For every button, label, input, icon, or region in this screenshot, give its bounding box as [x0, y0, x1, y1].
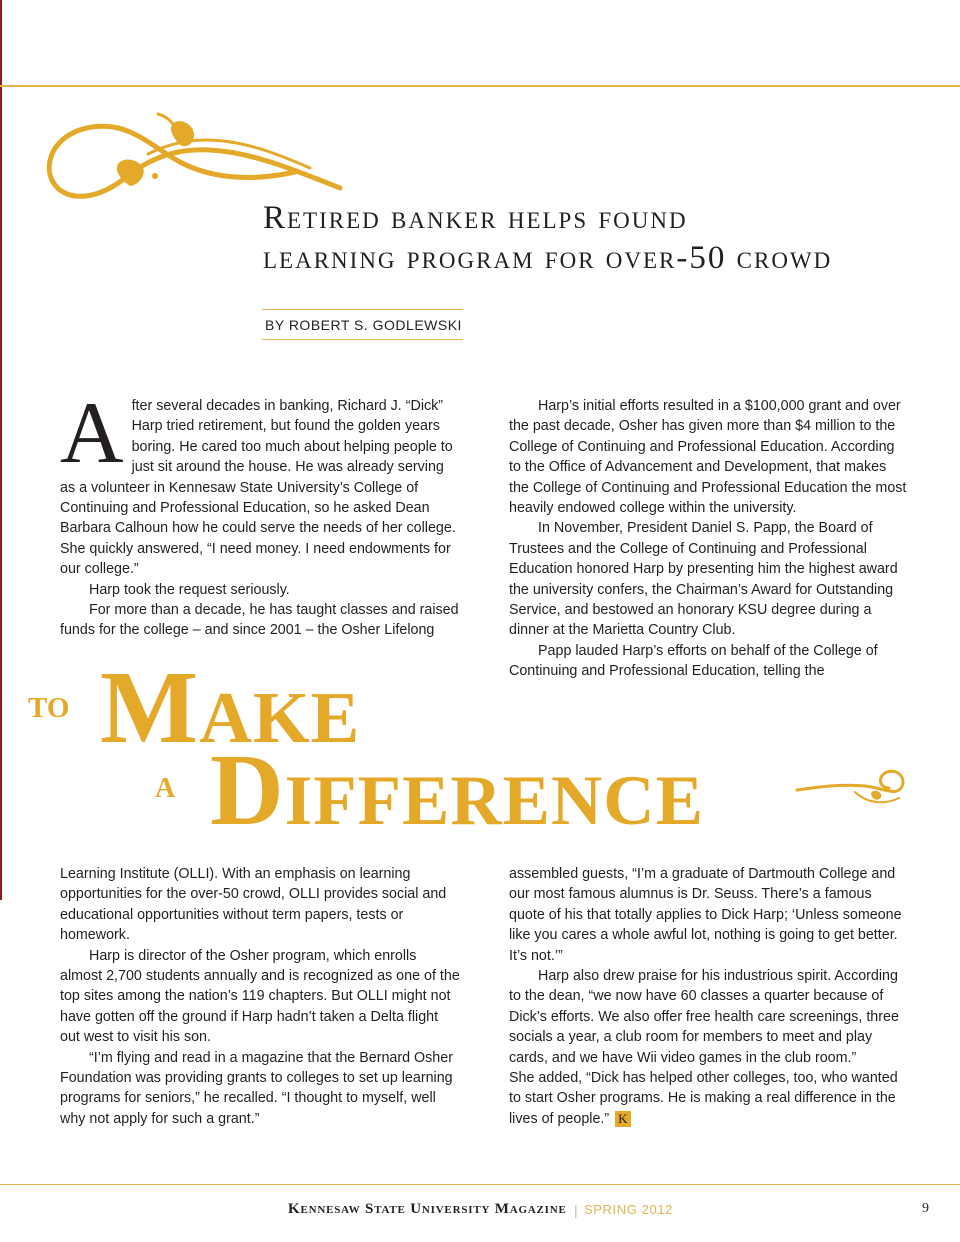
column-3	[60, 864, 460, 1129]
paragraph: Papp lauded Harp’s efforts on behalf of the College of Continuing and Professional Education, telling the	[509, 642, 878, 680]
title-line-1: Retired banker helps found	[263, 200, 688, 236]
paragraph: assembled guests, “I’m a graduate of Dartmouth College and our most famous alumnus is Dr. Seuss. There’s a famous quote of his that totally applies to Dick Harp; ‘Unless someone like you cares a whole awful lot, nothing is going to get better. It’s not.’”	[509, 866, 902, 964]
column-4	[509, 864, 909, 1129]
end-mark: K	[615, 1111, 630, 1127]
page-number: 9	[922, 1201, 929, 1216]
byline	[262, 309, 463, 340]
issue-label: SPRING 2012	[584, 1202, 673, 1217]
headline-to: to	[28, 681, 70, 727]
headline-a: a	[155, 761, 176, 806]
swirl-tail-ornament-icon	[795, 758, 915, 813]
drop-cap: A	[60, 385, 124, 482]
article-title	[263, 198, 832, 278]
paragraph: fter several decades in banking, Richard J. “Dick” Harp tried retirement, but found the golden years boring. He cared too much about helping people to just sit around the house. He was already serving as a volunteer in Kennesaw State University’s College of Continuing and Professional Education, so he asked Dean Barbara Calhoun how he could serve the needs of her college. She quickly answered, “I need money. I need endowments for our college.”	[60, 398, 456, 578]
publication-name: Kennesaw State University Magazine	[288, 1201, 567, 1217]
paragraph: In November, President Daniel S. Papp, the Board of Trustees and the College of Continuing and Professional Education honored Harp by presenting him the highest award the university confers, the Chairman’s Award for Outstanding Service, and bestowed an honorary KSU degree during a dinner at the Marietta Country Club.	[509, 520, 898, 639]
footer-separator: |	[574, 1202, 578, 1218]
paragraph: “I’m flying and read in a magazine that the Bernard Osher Foundation was providing grants to colleges to set up learning programs for seniors,” he recalled. “I thought to myself, well why not apply for such a grant.”	[60, 1049, 453, 1127]
left-page-edge	[0, 0, 2, 900]
column-1	[60, 385, 460, 641]
paragraph: Harp also drew praise for his industrious spirit. According to the dean, “we now have 60 classes a quarter because of Dick’s efforts. We also offer free health care screenings, three socials a year, a club room for members to meet and play cards, and we have Wii video games in the club room.”	[509, 968, 899, 1066]
title-line-2: learning program for over-50 crowd	[263, 240, 833, 276]
paragraph: She added, “Dick has helped other colleges, too, who wanted to start Osher programs. He is making a real difference in the lives of people.”	[509, 1070, 898, 1127]
headline-make: Make	[100, 650, 361, 765]
bottom-rule	[0, 1184, 960, 1185]
column-2	[509, 396, 909, 682]
paragraph: For more than a decade, he has taught classes and raised funds for the college – and since 2001 – the Osher Lifelong	[60, 602, 459, 639]
paragraph: Harp took the request seriously.	[89, 581, 290, 598]
paragraph: Harp is director of the Osher program, which enrolls almost 2,700 students annually and is recognized as one of the top sites among the nation’s 119 chapters. But OLLI might not have gotten off the ground if Harp hadn’t taken a Delta flight out west to visit his son.	[60, 947, 460, 1046]
byline-text: BY ROBERT S. GODLEWSKI	[265, 317, 462, 333]
paragraph: Learning Institute (OLLI). With an emphasis on learning opportunities for the over-50 crowd, OLLI provides social and educational opportunities without term papers, tests or homework.	[60, 866, 447, 944]
top-rule	[0, 85, 960, 87]
headline-difference: Difference	[210, 734, 704, 847]
paragraph: Harp’s initial efforts resulted in a $100,000 grant and over the past decade, Osher has given more than $4 million to the College of Continuing and Professional Education. According to the Office of Advancement and Development, that makes the College of Continuing and Professional Education the most heavily endowed college within the university.	[509, 398, 907, 517]
